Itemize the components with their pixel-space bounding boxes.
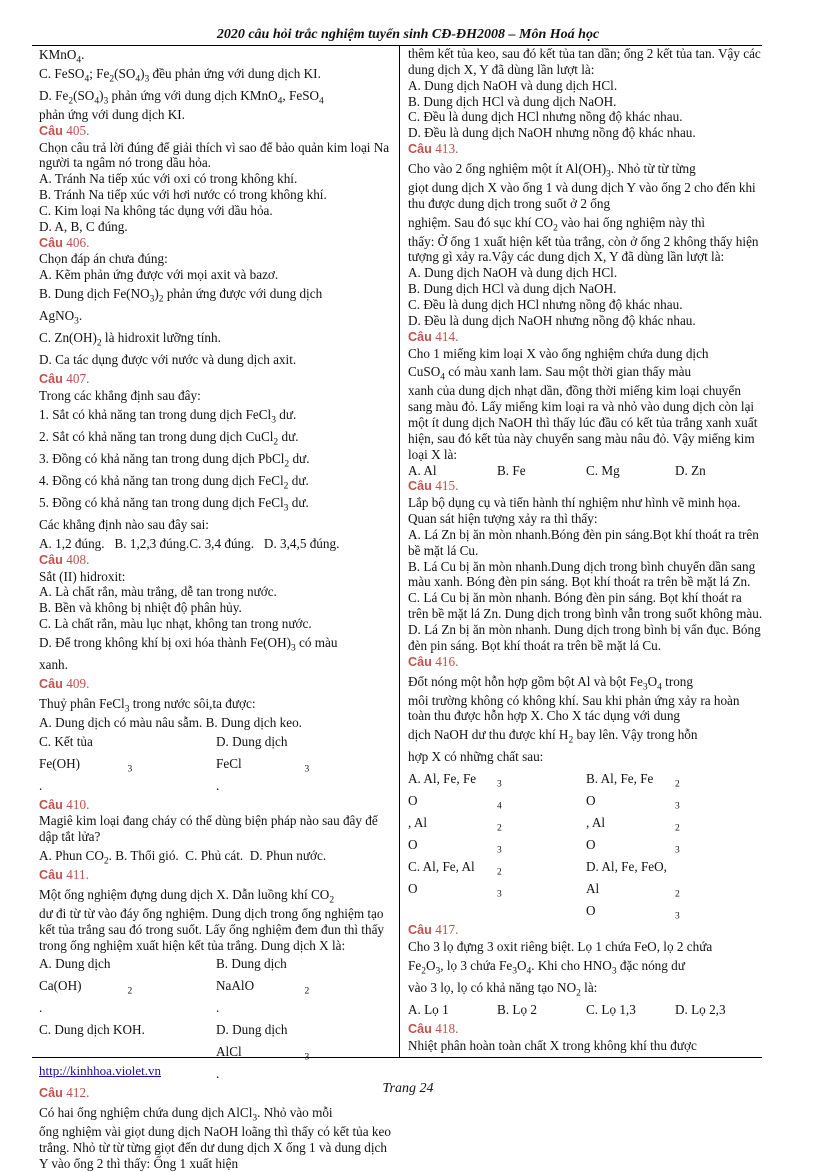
subscript: 3 xyxy=(497,779,502,790)
subscript: 3 xyxy=(127,764,133,775)
question-label: Câu 408. xyxy=(39,551,90,567)
question-label: Câu 407. xyxy=(39,371,90,387)
question-stem: Lắp bộ dụng cụ và tiến hành thí nghiệm như hình vẽ minh họa. xyxy=(408,495,741,511)
subscript: 2 xyxy=(329,895,335,906)
options-row: A. Al, Fe, Fe $_3$O $_4$, Al $_2$O $_3$ B. Al, Fe, Fe $_2$O $_3$, Al $_2$O $_3$ xyxy=(408,771,680,856)
subscript: 2 xyxy=(283,481,289,492)
subscript: 2 xyxy=(127,987,133,998)
options-row: A. Dung dịch Ca(OH) $_2$. B. Dung dịch NaAlO $_2$. xyxy=(39,956,310,1016)
subscript: 4 xyxy=(135,74,141,85)
subscript: 4 xyxy=(94,96,100,107)
question-label: Câu 415. xyxy=(408,478,459,494)
option: A. Dung dịch NaOH và dung dịch HCl. xyxy=(408,265,618,281)
question-stem: Cho 3 lọ đựng 3 oxit riêng biệt. Lọ 1 chứa FeO, lọ 2 chứa xyxy=(408,939,713,955)
subscript: 3 xyxy=(606,169,611,180)
subscript: 2 xyxy=(273,437,279,448)
option: A. Dung dịch có màu nâu sẫm. B. Dung dịch keo. xyxy=(39,714,302,730)
options-row: C. Kết tủa Fe(OH) $_3$. D. Dung dịch FeCl $_3$. xyxy=(39,733,310,793)
subscript: 2 xyxy=(553,223,558,234)
subscript: 2 xyxy=(675,779,680,790)
subscript: 3 xyxy=(283,503,289,514)
option: D. Để trong không khí bị oxi hóa thành $Fe(OH)_3$ có màu xyxy=(39,634,338,654)
subscript: 3 xyxy=(252,1113,258,1124)
subscript: 2 xyxy=(675,889,680,900)
option: C. Là chất rắn, màu lục nhạt, không tan trong nước. xyxy=(39,616,312,632)
question-stem: Thuỷ phân FeCl$_3$ trong nước sôi,ta được: xyxy=(39,695,256,715)
option: D. Đều là dung dịch NaOH nhưng nồng độ khác nhau. xyxy=(408,312,696,328)
question-label: Câu 417. xyxy=(408,922,459,938)
option: C. Đều là dung dịch HCl nhưng nồng độ khác nhau. xyxy=(408,296,683,312)
question-stem: hợp X có những chất sau: xyxy=(408,749,544,765)
option: A. Tránh Na tiếp xúc với oxi có trong không khí. xyxy=(39,171,298,187)
option: A. Dung dịch NaOH và dung dịch HCl. xyxy=(408,77,618,93)
options-row: A. 1,2 đúng. B. 1,2,3 đúng.C. 3,4 đúng. D. 3,4,5 đúng. xyxy=(39,535,340,551)
subscript: 2 xyxy=(497,867,502,878)
subscript: 3 xyxy=(675,845,680,856)
subscript: 3 xyxy=(304,764,310,775)
option: D. Ca tác dụng được với nước và dung dịch axit. xyxy=(39,352,297,368)
question-stem: CuSO$_4$ có màu xanh lam. Sau một thời gian thấy màu xyxy=(408,364,692,383)
question-stem: Sắt (II) hidroxit: xyxy=(39,568,126,584)
options-row: A. Al B. Fe C. Mg D. Zn xyxy=(408,462,706,478)
subscript: 2 xyxy=(68,96,74,107)
page-header: 2020 câu hỏi trắc nghiệm tuyển sinh CĐ-ĐH2008 – Môn Hoá học xyxy=(216,27,600,42)
text-line: AgNO$_3$. xyxy=(39,308,83,327)
left-column xyxy=(39,47,393,1172)
question-stem: Một ống nghiệm đựng dung dịch X. Dẫn luồng khí $CO_2$ xyxy=(39,886,335,906)
question-stem: $Fe_2O_3$, lọ 3 chứa $Fe_3O_4$. Khi cho $HNO_3$ đặc nóng dư xyxy=(408,957,685,977)
subscript: 3 xyxy=(144,74,150,85)
subscript: 4 xyxy=(84,74,90,85)
subscript: 2 xyxy=(421,966,426,977)
question-stem: Quan sát hiện tượng xảy ra thì thấy: xyxy=(408,511,598,527)
subscript: 2 xyxy=(96,338,102,349)
text-line: KMnO$_4$. xyxy=(39,47,85,66)
question-stem: Cho vào 2 ống nghiệm một ít $Al(OH)_3$. Nhỏ từ từ từng xyxy=(408,160,696,180)
option: D. Lá Zn bị ăn mòn nhanh. Dung dịch trong bình bị vẩn đục. Bóng đèn pin sáng. Bọt khí thoát ra trên bề mặt lá Cu. xyxy=(408,622,761,653)
column-divider xyxy=(399,46,400,1057)
subscript: 2 xyxy=(284,459,290,470)
option: C. FeSO$_4$; $Fe_2(SO_4)_3$ đều phản ứng với dung dịch KI. xyxy=(39,65,321,85)
subscript: 2 xyxy=(675,823,680,834)
question-stem: giọt dung dịch X vào ống 1 và dung dịch Y vào ống 2 cho đến khi thu được dung dịch trong suốt ở 2 ống xyxy=(408,179,756,211)
question-label: Câu 413. xyxy=(408,141,459,157)
options-row: C. Al, Fe, Al $_2$O $_3$ D. Al, Fe, FeO, Al $_2$O $_3$ xyxy=(408,859,680,922)
subscript: 4 xyxy=(319,96,324,107)
question-stem: Các khẳng định nào sau đây sai: xyxy=(39,516,209,532)
option: B. Bền và không bị nhiệt độ phân hủy. xyxy=(39,600,242,616)
subscript: 3 xyxy=(304,1053,310,1064)
question-label: Câu 414. xyxy=(408,328,459,344)
page-number: Trang 24 xyxy=(382,1081,434,1096)
text-line: phản ứng với dung dịch KI. xyxy=(39,106,185,122)
options-row: A. Phun $CO_2$. B. Thổi gió. C. Phủ cát. D. Phun nước. xyxy=(39,848,327,867)
subscript: 2 xyxy=(568,735,574,746)
question-stem: dư đi từ từ vào đáy ống nghiệm. Dung dịch trong ống nghiệm tạo kết tủa trắng sau đó trong suốt. Lấy ống nghiệm đem đun thì thấy trong ống nghiệm xuất hiện kết tủa trắng. Dung dịch X là: xyxy=(39,905,385,953)
subscript: 3 xyxy=(675,801,680,812)
question-label: Câu 409. xyxy=(39,675,90,691)
subscript: 4 xyxy=(440,372,445,383)
question-stem: xanh của dung dịch nhạt dần, đồng thời miếng kim loại chuyển sang màu đỏ. Lấy miếng kim loại ra và nhỏ vào dung dịch còn lại một ít dung dịch NaOH thì thấy lúc đầu có kết tủa trắng xanh xuất hiện, sau đó kết tủa này chuyển sang màu nâu đỏ. Vậy miếng kim loại X là: xyxy=(408,383,758,462)
option: B. Lá Cu bị ăn mòn nhanh.Dung dịch trong bình chuyển dần sang màu xanh. Bóng đèn pin sáng. Bọt khí thoát ra trên bề mặt lá Zn. xyxy=(408,558,756,590)
subscript: 3 xyxy=(497,845,502,856)
subscript: 4 xyxy=(497,801,502,812)
subscript: 3 xyxy=(611,966,617,977)
question-label: Câu 412. xyxy=(39,1085,90,1101)
subscript: 3 xyxy=(103,96,109,107)
subscript: 3 xyxy=(675,911,680,922)
question-stem: Trong các khẳng định sau đây: xyxy=(39,387,201,403)
option: B. Dung dịch HCl và dung dịch NaOH. xyxy=(408,93,617,109)
question-stem: dịch NaOH dư thu được khí $H_2$ bay lên. Vậy trong hỗn xyxy=(408,727,698,746)
subscript: 4 xyxy=(277,96,283,107)
statement: 3. Đồng có khả năng tan trong dung dịch PbCl$_2$ dư. xyxy=(39,450,310,470)
text-line: thêm kết tủa keo, sau đó kết tủa tan dần; ống 2 kết tủa tan. Vậy các dung dịch X, Y đã dùng lần lượt là: xyxy=(408,46,761,77)
subscript: 2 xyxy=(576,988,581,999)
subscript: 4 xyxy=(657,682,662,693)
subscript: 2 xyxy=(497,823,502,834)
subscript: 2 xyxy=(158,294,164,305)
question-label: Câu 405. xyxy=(39,122,90,138)
subscript: 3 xyxy=(149,294,155,305)
subscript: 3 xyxy=(74,316,79,327)
option: B. Dung dịch HCl và dung dịch NaOH. xyxy=(408,281,617,297)
question-stem: Có hai ống nghiệm chứa dung dịch AlCl$_3$. Nhỏ vào mỗi xyxy=(39,1105,333,1124)
option: C. $Zn(OH)_2$ là hidroxit lưỡng tính. xyxy=(39,330,221,349)
question-stem: ống nghiệm vài giọt dung dịch NaOH loãng thì thấy có kết tủa keo trắng. Nhỏ từ từ từng giọt đến dư dung dịch X ống 1 và dung dịch Y vào ống 2 thì thấy: Ống 1 xuất hiện xyxy=(39,1124,391,1171)
question-stem: vào 3 lọ, lọ có khả năng tạo $NO_2$ là: xyxy=(408,979,598,999)
option: D. $Fe_2(SO_4)_3$ phản ứng với dung dịch KMnO$_4$, FeSO$_4$ xyxy=(39,87,324,107)
question-label: Câu 410. xyxy=(39,796,90,812)
option: C. Đều là dung dịch HCl nhưng nồng độ khác nhau. xyxy=(408,109,683,125)
question-label: Câu 418. xyxy=(408,1020,459,1036)
question-label: Câu 406. xyxy=(39,234,90,250)
question-stem: Cho 1 miếng kim loại X vào ống nghiệm chứa dung dịch xyxy=(408,345,709,361)
text-line: xanh. xyxy=(39,656,68,672)
footer-link[interactable]: http://kinhhoa.violet.vn xyxy=(39,1063,162,1078)
question-stem: Chọn đáp án chưa đúng: xyxy=(39,251,168,267)
subscript: 2 xyxy=(304,987,310,998)
subscript: 3 xyxy=(271,415,276,426)
option: C. Kim loại Na không tác dụng với dầu hỏa. xyxy=(39,202,273,218)
question-stem: Nhiệt phân hoàn toàn chất X trong không khí thu được xyxy=(408,1037,697,1053)
right-column xyxy=(408,46,764,1054)
option: A. Kẽm phản ứng được với mọi axit và bazơ. xyxy=(39,267,279,283)
question-label: Câu 416. xyxy=(408,653,459,669)
option: A. Lá Zn bị ăn mòn nhanh.Bóng đèn pin sáng.Bọt khí thoát ra trên bề mặt lá Cu. xyxy=(408,526,759,558)
question-stem: nghiệm. Sau đó sục khí $CO_2$ vào hai ống nghiệm này thì xyxy=(408,214,706,234)
statement: 5. Đồng có khả năng tan trong dung dịch FeCl$_3$ dư. xyxy=(39,494,309,514)
option: D. A, B, C đúng. xyxy=(39,218,128,234)
subscript: 3 xyxy=(512,966,517,977)
question-label: Câu 411. xyxy=(39,867,89,883)
option: A. Là chất rắn, màu trắng, dễ tan trong nước. xyxy=(39,584,277,600)
subscript: 3 xyxy=(497,889,502,900)
option: B. Tránh Na tiếp xúc với hơi nước có trong không khí. xyxy=(39,187,327,203)
statement: 1. Sắt có khả năng tan trong dung dịch FeCl$_3$ dư. xyxy=(39,406,297,426)
question-stem: thấy: Ở ống 1 xuất hiện kết tủa trắng, còn ở ống 2 không thấy hiện tượng gì xảy ra.Vậy các dung dịch X, Y đã dùng lần lượt là: xyxy=(408,233,759,265)
subscript: 3 xyxy=(435,966,441,977)
subscript: 3 xyxy=(124,704,130,715)
options-row: C. Dung dịch KOH. D. Dung dịch AlCl $_3$. xyxy=(39,1022,310,1082)
question-stem: Chọn câu trả lời đúng để giải thích vì sao để bảo quản kim loại Na người ta ngâm nó trong dầu hỏa. xyxy=(39,139,390,171)
options-row: A. Lọ 1 B. Lọ 2 C. Lọ 1,3 D. Lọ 2,3 xyxy=(408,1001,726,1017)
subscript: 4 xyxy=(526,966,532,977)
option: B. Dung dịch $Fe(NO_3)_2$ phản ứng được với dung dịch xyxy=(39,286,323,305)
subscript: 2 xyxy=(109,74,115,85)
question-stem: Magiê kim loại đang cháy có thể dùng biện pháp nào sau đây để dập tắt lửa? xyxy=(39,813,378,845)
statement: 2. Sắt có khả năng tan trong dung dịch CuCl$_2$ dư. xyxy=(39,428,299,448)
subscript: 2 xyxy=(103,856,109,867)
question-stem: Đốt nóng một hỗn hợp gồm bột Al và bột $Fe_3O_4$ trong xyxy=(408,673,693,693)
statement: 4. Đồng có khả năng tan trong dung dịch FeCl$_2$ dư. xyxy=(39,472,309,492)
option: D. Đều là dung dịch NaOH nhưng nồng độ khác nhau. xyxy=(408,125,696,141)
question-stem: môi trường không có không khí. Sau khi phản ứng xảy ra hoàn toàn thu được hỗn hợp X. Cho X tác dụng với dung xyxy=(408,692,740,724)
subscript: 4 xyxy=(76,55,82,66)
subscript: 3 xyxy=(291,643,296,654)
option: C. Lá Cu bị ăn mòn nhanh. Bóng đèn pin sáng. Bọt khí thoát ra trên bề mặt lá Zn. Dung dịch trong bình vẫn trong suốt không màu. xyxy=(408,590,763,622)
subscript: 3 xyxy=(642,682,648,693)
